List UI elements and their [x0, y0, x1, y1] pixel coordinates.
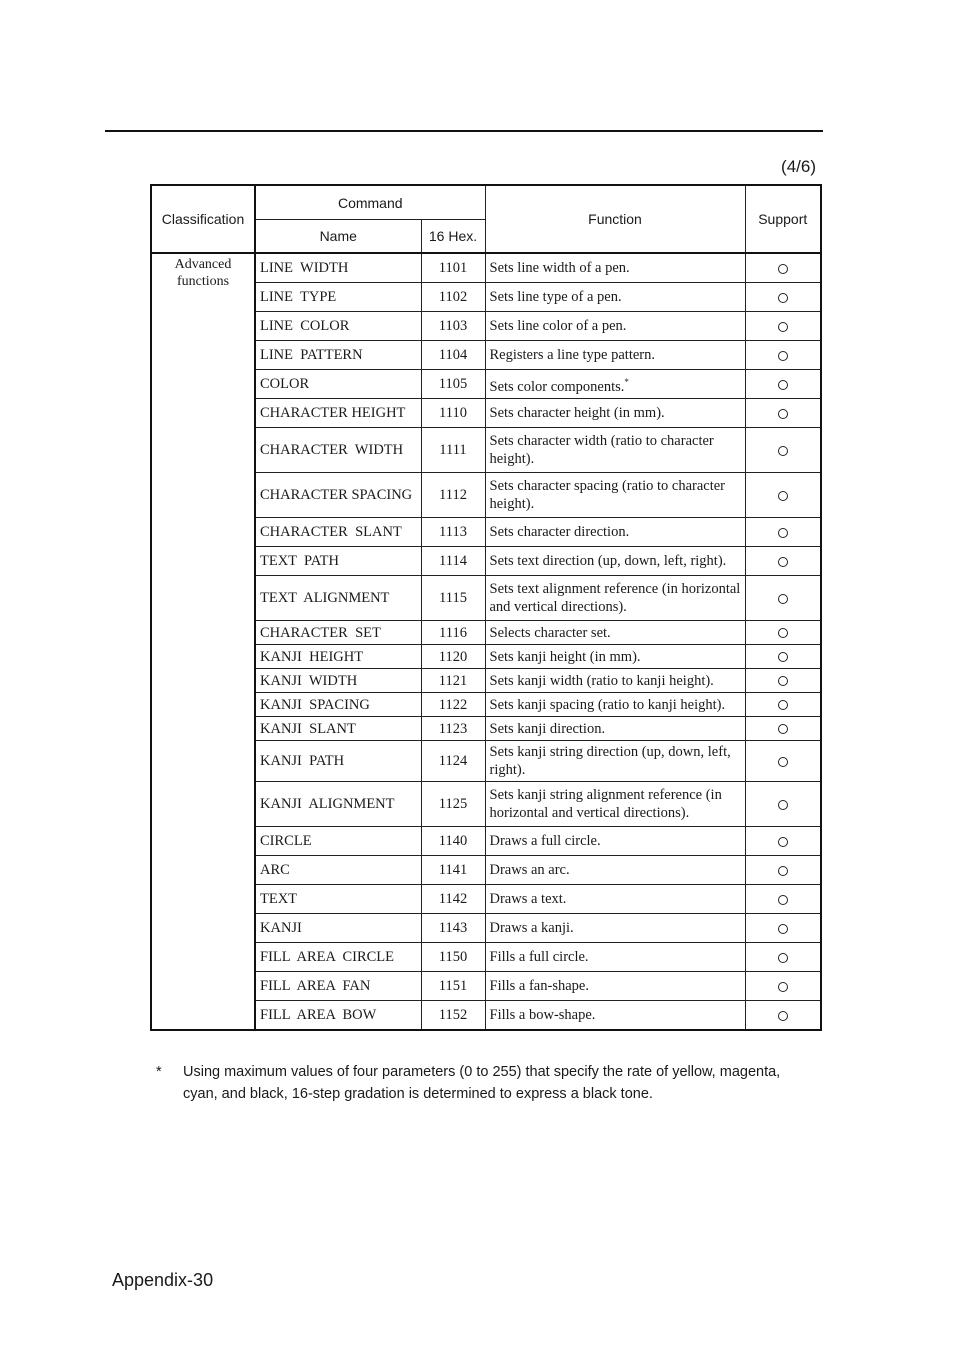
function-cell: [485, 312, 745, 341]
circle-icon: [778, 594, 788, 604]
hex-code-cell: 1114: [421, 547, 485, 576]
support-cell: [745, 693, 821, 717]
circle-icon: [778, 837, 788, 847]
function-cell: [485, 645, 745, 669]
hex-code-cell: 1124: [421, 741, 485, 782]
circle-icon: [778, 528, 788, 538]
hex-code-cell: 1140: [421, 827, 485, 856]
function-cell: [485, 576, 745, 621]
command-name-cell: ARC: [255, 856, 421, 885]
hex-code-cell: 1150: [421, 943, 485, 972]
function-text: Sets kanji direction.: [489, 720, 606, 737]
circle-icon: [778, 652, 788, 662]
command-header: Command: [255, 185, 485, 220]
function-text: Sets kanji string alignment reference (in horizontal and vertical directions).: [489, 787, 722, 821]
hex-code-cell: 1105: [421, 370, 485, 399]
support-cell: [745, 782, 821, 827]
circle-icon: [778, 446, 788, 456]
command-name-cell: CHARACTER SET: [255, 621, 421, 645]
classification-cell: Advanced functions: [151, 253, 255, 1030]
function-text: Sets kanji height (in mm).: [489, 648, 641, 665]
command-name-cell: TEXT: [255, 885, 421, 914]
function-cell: [485, 370, 745, 399]
table-header: [151, 185, 821, 253]
circle-icon: [778, 866, 788, 876]
circle-icon: [778, 491, 788, 501]
hex-code-cell: 1111: [421, 428, 485, 473]
support-cell: [745, 547, 821, 576]
command-name-cell: CHARACTER SLANT: [255, 518, 421, 547]
function-cell: [485, 253, 745, 283]
command-name-cell: KANJI SLANT: [255, 717, 421, 741]
command-name-cell: TEXT PATH: [255, 547, 421, 576]
command-name-cell: FILL AREA CIRCLE: [255, 943, 421, 972]
circle-icon: [778, 724, 788, 734]
support-cell: [745, 717, 821, 741]
table-row: [151, 253, 821, 283]
command-name-cell: TEXT ALIGNMENT: [255, 576, 421, 621]
hex-code-cell: 1151: [421, 972, 485, 1001]
function-text: Sets text alignment reference (in horizontal and vertical directions).: [489, 581, 741, 615]
function-text: Registers a line type pattern.: [489, 347, 655, 363]
circle-icon: [778, 409, 788, 419]
header-rule: [105, 130, 823, 132]
circle-icon: [778, 953, 788, 963]
hex-code-cell: 1101: [421, 253, 485, 283]
circle-icon: [778, 676, 788, 686]
support-cell: [745, 473, 821, 518]
name-header: Name: [255, 220, 421, 254]
function-cell: [485, 669, 745, 693]
function-cell: [485, 827, 745, 856]
command-name-cell: CHARACTER HEIGHT: [255, 399, 421, 428]
hex-code-cell: 1103: [421, 312, 485, 341]
function-text: Sets text direction (up, down, left, right).: [489, 553, 727, 569]
circle-icon: [778, 293, 788, 303]
command-name-cell: KANJI PATH: [255, 741, 421, 782]
function-text: Sets character spacing (ratio to character height).: [489, 478, 725, 512]
support-cell: [745, 621, 821, 645]
support-cell: [745, 669, 821, 693]
function-text: Fills a fan-shape.: [489, 978, 589, 994]
function-cell: [485, 341, 745, 370]
page-label: Appendix-30: [112, 1270, 214, 1290]
circle-icon: [778, 557, 788, 567]
hex-code-cell: 1115: [421, 576, 485, 621]
command-name-cell: KANJI HEIGHT: [255, 645, 421, 669]
function-text: Sets character width (ratio to character height).: [489, 433, 714, 467]
function-text: Sets kanji string direction (up, down, left, right).: [489, 744, 731, 778]
hex-code-cell: 1121: [421, 669, 485, 693]
footnote-reference: *: [624, 376, 629, 387]
support-cell: [745, 972, 821, 1001]
command-name-cell: LINE TYPE: [255, 283, 421, 312]
command-table: [150, 184, 822, 1031]
circle-icon: [778, 322, 788, 332]
circle-icon: [778, 628, 788, 638]
support-cell: [745, 312, 821, 341]
support-cell: [745, 253, 821, 283]
support-cell: [745, 283, 821, 312]
hex-code-cell: 1143: [421, 914, 485, 943]
hex-code-cell: 1152: [421, 1001, 485, 1031]
circle-icon: [778, 700, 788, 710]
hex-code-cell: 1125: [421, 782, 485, 827]
hex-code-cell: 1142: [421, 885, 485, 914]
support-cell: [745, 885, 821, 914]
function-text: Selects character set.: [489, 624, 611, 641]
hex-code-cell: 1123: [421, 717, 485, 741]
command-name-cell: CHARACTER WIDTH: [255, 428, 421, 473]
support-cell: [745, 576, 821, 621]
function-text: Sets character height (in mm).: [489, 405, 665, 421]
function-text: Sets character direction.: [489, 524, 630, 540]
command-name-cell: KANJI SPACING: [255, 693, 421, 717]
function-cell: [485, 399, 745, 428]
support-cell: [745, 741, 821, 782]
command-name-cell: KANJI ALIGNMENT: [255, 782, 421, 827]
function-cell: [485, 473, 745, 518]
circle-icon: [778, 380, 788, 390]
circle-icon: [778, 924, 788, 934]
command-name-cell: FILL AREA FAN: [255, 972, 421, 1001]
support-cell: [745, 399, 821, 428]
circle-icon: [778, 264, 788, 274]
support-cell: [745, 827, 821, 856]
function-cell: [485, 943, 745, 972]
page-counter: (4/6): [781, 157, 816, 176]
hex-code-cell: 1122: [421, 693, 485, 717]
function-cell: [485, 856, 745, 885]
hex-code-cell: 1116: [421, 621, 485, 645]
support-cell: [745, 914, 821, 943]
function-text: Fills a full circle.: [489, 949, 589, 965]
function-text: Sets line width of a pen.: [489, 260, 630, 276]
hex-code-cell: 1120: [421, 645, 485, 669]
function-cell: [485, 782, 745, 827]
footnote: [150, 1061, 810, 1105]
command-name-cell: KANJI WIDTH: [255, 669, 421, 693]
command-name-cell: CIRCLE: [255, 827, 421, 856]
function-cell: [485, 547, 745, 576]
hex-code-cell: 1102: [421, 283, 485, 312]
function-text: Draws a kanji.: [489, 920, 574, 936]
footnote-text: Using maximum values of four parameters (0 to 255) that specify the rate of yellow, magenta, cyan, and black, 16-step gradation is determined to express a black tone.: [183, 1064, 781, 1102]
command-name-cell: CHARACTER SPACING: [255, 473, 421, 518]
function-cell: [485, 428, 745, 473]
command-name-cell: LINE WIDTH: [255, 253, 421, 283]
circle-icon: [778, 1011, 788, 1021]
function-cell: [485, 972, 745, 1001]
support-cell: [745, 856, 821, 885]
circle-icon: [778, 351, 788, 361]
function-cell: [485, 885, 745, 914]
function-text: Draws an arc.: [489, 862, 570, 878]
support-cell: [745, 1001, 821, 1031]
circle-icon: [778, 800, 788, 810]
footnote-marker: *: [156, 1064, 162, 1080]
function-text: Sets line color of a pen.: [489, 318, 627, 334]
function-text: Sets color components.: [489, 378, 625, 395]
function-cell: [485, 717, 745, 741]
hex-code-cell: 1104: [421, 341, 485, 370]
circle-icon: [778, 757, 788, 767]
command-name-cell: FILL AREA BOW: [255, 1001, 421, 1031]
circle-icon: [778, 895, 788, 905]
support-cell: [745, 518, 821, 547]
hex-code-cell: 1113: [421, 518, 485, 547]
hex-code-cell: 1112: [421, 473, 485, 518]
function-text: Draws a full circle.: [489, 833, 601, 849]
function-cell: [485, 283, 745, 312]
hex-code-cell: 1110: [421, 399, 485, 428]
circle-icon: [778, 982, 788, 992]
function-text: Draws a text.: [489, 891, 567, 907]
function-text: Fills a bow-shape.: [489, 1007, 596, 1023]
function-text: Sets kanji width (ratio to kanji height).: [489, 672, 714, 689]
support-cell: [745, 341, 821, 370]
support-cell: [745, 428, 821, 473]
hex-code-cell: 1141: [421, 856, 485, 885]
support-header: Support: [745, 185, 821, 253]
support-cell: [745, 370, 821, 399]
support-cell: [745, 645, 821, 669]
command-name-cell: LINE PATTERN: [255, 341, 421, 370]
function-cell: [485, 741, 745, 782]
table-body: [151, 253, 821, 1030]
function-header: Function: [485, 185, 745, 253]
classification-header: Classification: [151, 185, 255, 253]
function-cell: [485, 518, 745, 547]
function-text: Sets line type of a pen.: [489, 289, 622, 305]
function-cell: [485, 914, 745, 943]
hex-header: 16 Hex.: [421, 220, 485, 254]
command-name-cell: LINE COLOR: [255, 312, 421, 341]
function-cell: [485, 1001, 745, 1031]
command-name-cell: KANJI: [255, 914, 421, 943]
support-cell: [745, 943, 821, 972]
function-cell: [485, 621, 745, 645]
command-name-cell: COLOR: [255, 370, 421, 399]
function-cell: [485, 693, 745, 717]
function-text: Sets kanji spacing (ratio to kanji height).: [489, 696, 726, 713]
